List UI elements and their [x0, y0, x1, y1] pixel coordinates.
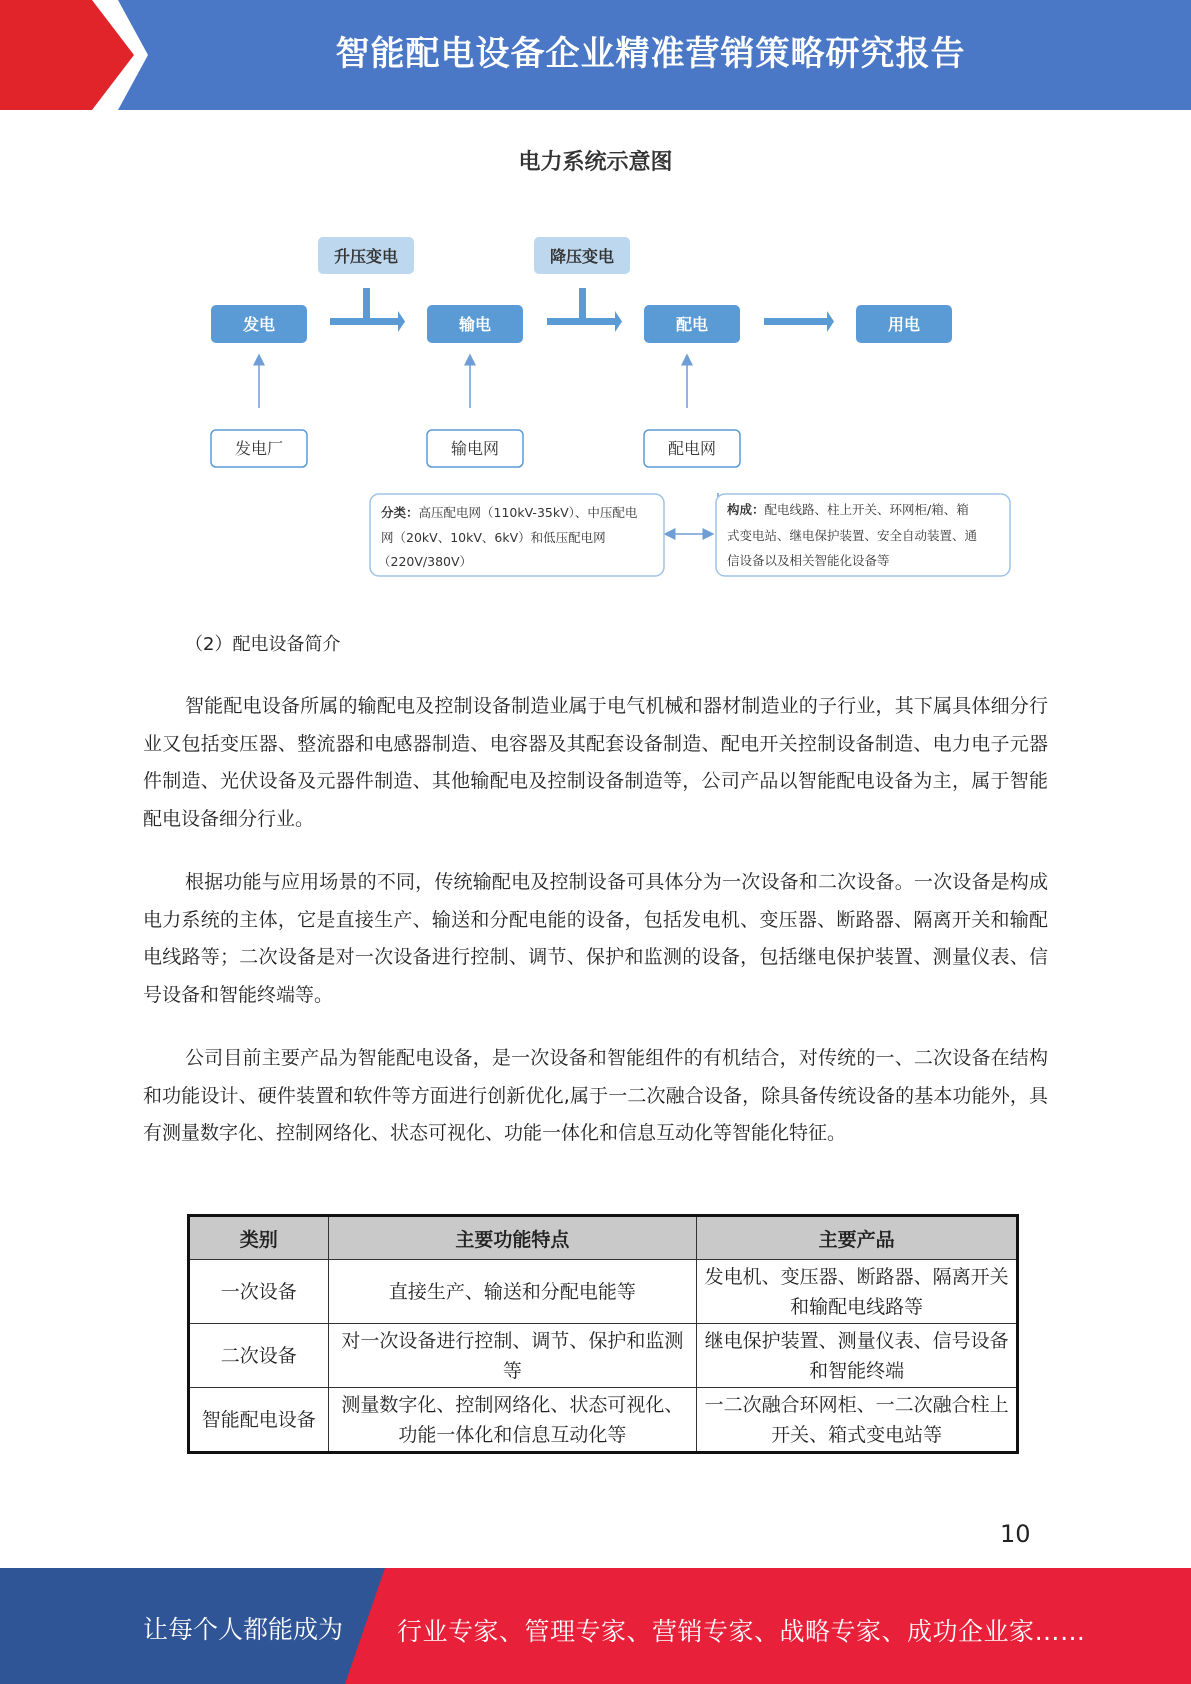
step-down-label: 降压变电 [549, 247, 615, 266]
paragraph-2: 根据功能与应用场景的不同，传统输配电及控制设备可具体分为一次设备和二次设备。一次设备是构成电力系统的主体，它是直接生产、输送和分配电能的设备，包括发电机、变压器、断路器、隔离开关和输配电线路等；二次设备是对一次设备进行控制、调节、保护和监测的设备，包括继电保护装置、测量仪表、信号设备和智能终端等。 [143, 871, 1048, 1006]
arrow-step-down [547, 288, 622, 332]
table-cell: 测量数字化、控制网络化、状态可视化、功能一体化和信息互动化等 [328, 1388, 697, 1453]
table-cell: 继电保护装置、测量仪表、信号设备和智能终端 [697, 1324, 1018, 1388]
table-header: 主要产品 [697, 1216, 1018, 1260]
composition-line-1: 构成：配电线路、柱上开关、环网柜/箱、箱 [727, 502, 969, 517]
paragraph-1: 智能配电设备所属的输配电及控制设备制造业属于电气机械和器材制造业的子行业，其下属具体细分行业又包括变压器、整流器和电感器制造、电容器及其配套设备制造、配电开关控制设备制造、电力电子元器件制造、光伏设备及元器件制造、其他输配电及控制设备制造等，公司产品以智能配电设备为主，属于智能配电设备细分行业。 [143, 695, 1048, 830]
node-distribution-label: 配电 [675, 315, 709, 334]
table-row [189, 1324, 1018, 1388]
page-number: 10 [1000, 1520, 1031, 1548]
table-cell: 发电机、变压器、断路器、隔离开关和输配电线路等 [697, 1260, 1018, 1324]
node-transmission-label: 输电 [458, 315, 492, 334]
section-heading: （2）配电设备简介 [185, 634, 341, 655]
table-cell: 智能配电设备 [189, 1388, 329, 1453]
arrow-to-consumption [764, 311, 834, 332]
equipment-table [187, 1214, 1019, 1454]
table-cell: 一二次融合环网柜、一二次融合柱上开关、箱式变电站等 [697, 1388, 1018, 1453]
table-cell: 一次设备 [189, 1260, 329, 1324]
table-cell: 直接生产、输送和分配电能等 [328, 1260, 697, 1324]
table-cell: 对一次设备进行控制、调节、保护和监测等 [328, 1324, 697, 1388]
table-row [189, 1388, 1018, 1453]
report-title: 智能配电设备企业精准营销策略研究报告 [335, 34, 966, 74]
node-distribution-grid-label: 配电网 [667, 439, 717, 458]
arrow-step-up [330, 288, 405, 332]
table-header: 类别 [189, 1216, 329, 1260]
classification-line-3: （220V/380V） [378, 554, 473, 569]
classification-line-1: 分类：高压配电网（110kV-35kV）、中压配电 [381, 505, 638, 520]
diagram-title: 电力系统示意图 [518, 150, 673, 175]
step-up-label: 升压变电 [333, 247, 399, 266]
classification-line-2: 网（20kV、10kV、6kV）和低压配电网 [381, 530, 606, 545]
table-cell: 二次设备 [189, 1324, 329, 1388]
power-system-diagram [0, 0, 1191, 600]
footer-slogan-left: 让每个人都能成为 [143, 1615, 344, 1644]
table-header: 主要功能特点 [328, 1216, 697, 1260]
paragraph-3: 公司目前主要产品为智能配电设备，是一次设备和智能组件的有机结合，对传统的一、二次设备在结构和功能设计、硬件装置和软件等方面进行创新优化,属于一二次融合设备，除具备传统设备的基本功能外，具有测量数字化、控制网络化、状态可视化、功能一体化和信息互动化等智能化特征。 [143, 1047, 1048, 1144]
footer-slogan-right: 行业专家、管理专家、营销专家、战略专家、成功企业家…… [397, 1617, 1086, 1646]
table-header-row [189, 1216, 1018, 1260]
composition-line-3: 信设备以及相关智能化设备等 [727, 553, 890, 568]
node-generation-label: 发电 [242, 315, 276, 334]
table-row [189, 1260, 1018, 1324]
node-consumption-label: 用电 [887, 315, 921, 334]
composition-line-2: 式变电站、继电保护装置、安全自动装置、通 [727, 528, 978, 543]
node-transmission-grid-label: 输电网 [450, 439, 500, 458]
node-power-plant-label: 发电厂 [234, 439, 284, 458]
